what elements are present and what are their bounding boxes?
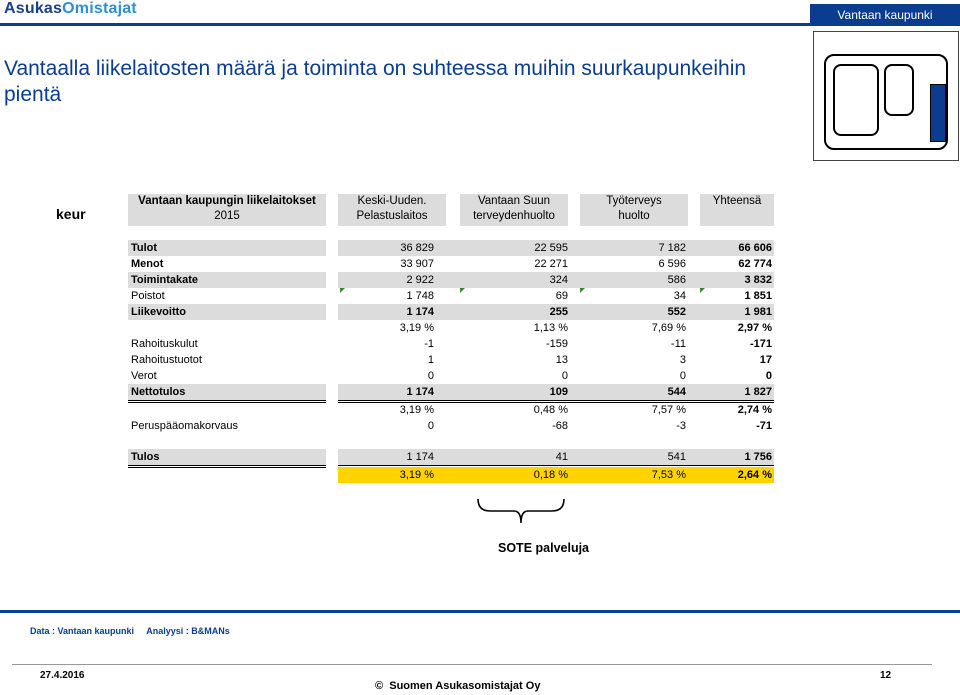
cell-yhteensa: 2,74 % bbox=[737, 404, 772, 416]
cell-pelastuslaitos: -1 bbox=[424, 338, 434, 350]
cell-suun-terveydenhuolto: 255 bbox=[549, 306, 568, 318]
table-row-rahoituskulut bbox=[128, 336, 774, 352]
column-header-line1: Vantaan kaupungin liikelaitokset bbox=[138, 195, 316, 207]
cell-suun-terveydenhuolto: 109 bbox=[549, 386, 568, 398]
cell-suun-terveydenhuolto: 22 595 bbox=[534, 242, 568, 254]
cell-suun-terveydenhuolto: 69 bbox=[555, 290, 568, 302]
row-label: Tulos bbox=[131, 451, 160, 463]
cell-yhteensa: 1 851 bbox=[744, 290, 772, 302]
cell-suun-terveydenhuolto: 0,18 % bbox=[533, 469, 568, 481]
table-row-tulos bbox=[128, 449, 774, 465]
column-header-line1: Yhteensä bbox=[712, 195, 762, 207]
table-row-rahoitustuotot bbox=[128, 352, 774, 368]
table-row-nettotulos bbox=[128, 384, 774, 400]
column-header-line2: 2015 bbox=[214, 210, 240, 222]
cell-pelastuslaitos: 3,19 % bbox=[399, 322, 434, 334]
cell-suun-terveydenhuolto: 13 bbox=[555, 354, 568, 366]
cell-pelastuslaitos: 0 bbox=[427, 420, 434, 432]
column-header-pelastuslaitos bbox=[338, 194, 446, 226]
footer-copyright bbox=[375, 680, 540, 692]
footer-divider bbox=[12, 664, 932, 665]
logo-accent: Omistajat bbox=[62, 0, 137, 17]
cell-yhteensa: 2,64 % bbox=[737, 469, 772, 481]
logo-main: Asukas bbox=[4, 0, 63, 17]
comment-marker-icon bbox=[700, 288, 705, 293]
cell-tyoterveyshuolto: 34 bbox=[673, 290, 686, 302]
organization-badge: Vantaan kaupunki bbox=[810, 4, 960, 26]
cell-yhteensa: 1 981 bbox=[744, 306, 772, 318]
table-row-nettotulos-percent bbox=[128, 402, 774, 418]
footer-date: 27.4.2016 bbox=[40, 670, 85, 681]
column-header-line1: Vantaan Suun bbox=[477, 195, 551, 207]
cell-suun-terveydenhuolto: 22 271 bbox=[534, 258, 568, 270]
cell-tyoterveyshuolto: 7,69 % bbox=[651, 322, 686, 334]
comment-marker-icon bbox=[340, 288, 345, 293]
column-header-entity bbox=[128, 194, 326, 226]
cell-pelastuslaitos: 1 748 bbox=[406, 290, 434, 302]
column-header-yhteensa bbox=[700, 194, 774, 226]
cell-yhteensa: 66 606 bbox=[738, 242, 772, 254]
column-header-line2: Pelastuslaitos bbox=[356, 210, 428, 222]
unit-label: keur bbox=[56, 206, 86, 222]
row-label: Poistot bbox=[131, 290, 165, 302]
cell-tyoterveyshuolto: 552 bbox=[667, 306, 686, 318]
row-label: Toimintakate bbox=[131, 274, 199, 286]
row-label: Rahoitustuotot bbox=[131, 354, 202, 366]
column-header-line2: huolto bbox=[618, 210, 650, 222]
row-label: Rahoituskulut bbox=[131, 338, 198, 350]
cell-tyoterveyshuolto: 586 bbox=[667, 274, 686, 286]
cell-yhteensa: -71 bbox=[756, 420, 772, 432]
cell-pelastuslaitos: 1 174 bbox=[406, 451, 434, 463]
cell-yhteensa: 62 774 bbox=[738, 258, 772, 270]
row-bg bbox=[128, 240, 326, 256]
table-row-poistot bbox=[128, 288, 774, 304]
column-header-line2: terveydenhuolto bbox=[473, 210, 555, 222]
cell-yhteensa: 2,97 % bbox=[737, 322, 772, 334]
cell-pelastuslaitos: 3,19 % bbox=[399, 404, 434, 416]
map-tile-left bbox=[833, 64, 879, 136]
cell-yhteensa: 1 756 bbox=[744, 451, 772, 463]
cell-pelastuslaitos: 2 922 bbox=[406, 274, 434, 286]
cell-tyoterveyshuolto: 6 596 bbox=[658, 258, 686, 270]
cell-yhteensa: -171 bbox=[749, 338, 772, 350]
cell-pelastuslaitos: 0 bbox=[427, 370, 434, 382]
column-header-line1: Työterveys bbox=[606, 195, 662, 207]
cell-yhteensa: 3 832 bbox=[744, 274, 772, 286]
curly-brace-icon bbox=[476, 497, 566, 527]
cell-pelastuslaitos: 36 829 bbox=[400, 242, 434, 254]
cell-pelastuslaitos: 1 174 bbox=[406, 386, 434, 398]
top-divider bbox=[0, 23, 960, 26]
cell-tyoterveyshuolto: 544 bbox=[667, 386, 686, 398]
region-map-icon bbox=[813, 31, 959, 161]
cell-yhteensa: 0 bbox=[765, 370, 772, 382]
table-row-peruspaaomakorvaus bbox=[128, 418, 774, 434]
cell-tyoterveyshuolto: 7,57 % bbox=[651, 404, 686, 416]
source-analysis: Analyysi : B&MANs bbox=[146, 626, 230, 636]
table-row-menot bbox=[128, 256, 774, 272]
bottom-divider bbox=[0, 610, 960, 613]
cell-tyoterveyshuolto: 7,53 % bbox=[651, 469, 686, 481]
row-label: Verot bbox=[131, 370, 157, 382]
map-tile-middle bbox=[884, 64, 914, 116]
cell-suun-terveydenhuolto: 1,13 % bbox=[533, 322, 568, 334]
table-row-tulot bbox=[128, 240, 774, 256]
cell-pelastuslaitos: 3,19 % bbox=[399, 469, 434, 481]
cell-suun-terveydenhuolto: 41 bbox=[555, 451, 568, 463]
logo bbox=[4, 0, 137, 18]
copyright-icon: © bbox=[375, 680, 384, 692]
column-header-tyoterveyshuolto bbox=[580, 194, 688, 226]
row-label: Menot bbox=[131, 258, 164, 270]
row-label: Tulot bbox=[131, 242, 158, 254]
cell-pelastuslaitos: 1 174 bbox=[406, 306, 434, 318]
column-header-line1: Keski-Uuden. bbox=[357, 195, 427, 207]
cell-tyoterveyshuolto: -11 bbox=[670, 338, 686, 350]
table-row-liikevoitto bbox=[128, 304, 774, 320]
source-note bbox=[30, 626, 240, 636]
comment-marker-icon bbox=[580, 288, 585, 293]
row-label: Liikevoitto bbox=[131, 306, 187, 318]
row-label: Peruspääomakorvaus bbox=[131, 420, 239, 432]
cell-pelastuslaitos: 1 bbox=[427, 354, 434, 366]
row-label: Nettotulos bbox=[131, 386, 186, 398]
cell-tyoterveyshuolto: 0 bbox=[679, 370, 686, 382]
page-number: 12 bbox=[880, 670, 892, 681]
sote-annotation: SOTE palveluja bbox=[498, 541, 590, 555]
cell-yhteensa: 17 bbox=[759, 354, 772, 366]
copyright-text: Suomen Asukasomistajat Oy bbox=[389, 680, 541, 692]
column-header-suun-terveydenhuolto bbox=[460, 194, 568, 226]
cell-tyoterveyshuolto: 3 bbox=[679, 354, 686, 366]
table-row-verot bbox=[128, 368, 774, 384]
cell-suun-terveydenhuolto: 324 bbox=[549, 274, 568, 286]
cell-suun-terveydenhuolto: -68 bbox=[552, 420, 568, 432]
cell-tyoterveyshuolto: 541 bbox=[667, 451, 686, 463]
cell-yhteensa: 1 827 bbox=[744, 386, 772, 398]
page-title: Vantaalla liikelaitosten määrä ja toiminta on suhteessa muihin suurkaupunkeihin pientä bbox=[4, 57, 747, 106]
cell-tyoterveyshuolto: -3 bbox=[676, 420, 686, 432]
table-row-tulos-percent bbox=[128, 467, 774, 483]
cell-suun-terveydenhuolto: 0,48 % bbox=[533, 404, 568, 416]
comment-marker-icon bbox=[460, 288, 465, 293]
cell-pelastuslaitos: 33 907 bbox=[400, 258, 434, 270]
cell-suun-terveydenhuolto: -159 bbox=[545, 338, 568, 350]
table-row-toimintakate bbox=[128, 272, 774, 288]
cell-suun-terveydenhuolto: 0 bbox=[561, 370, 568, 382]
source-data: Data : Vantaan kaupunki bbox=[30, 626, 135, 636]
cell-tyoterveyshuolto: 7 182 bbox=[658, 242, 686, 254]
table-row-liikevoitto-percent bbox=[128, 320, 774, 336]
map-tile-highlight bbox=[930, 84, 946, 142]
